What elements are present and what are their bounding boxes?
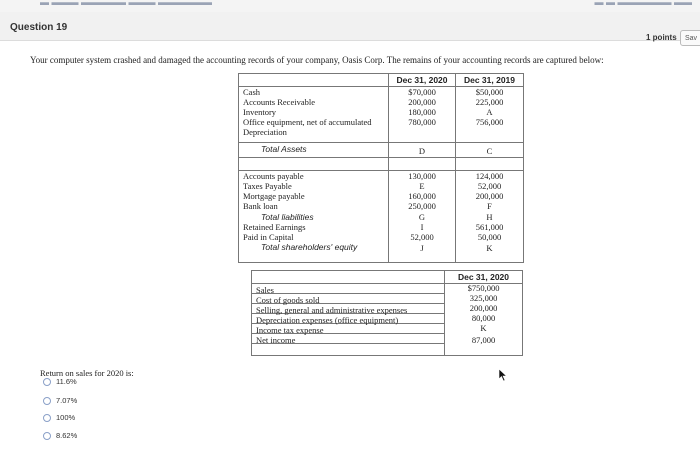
bs-cell: 160,000 [408,191,436,201]
bs-cell: F [487,201,492,211]
answer-option-3[interactable] [43,413,75,422]
bs-cell: 52,000 [477,181,502,191]
bs-cell: 52,000 [410,232,434,242]
mouse-pointer-icon [498,368,508,382]
cropped-question-nav: ▬ ▬ ▬▬▬▬▬▬ ▬▬ [594,0,692,7]
bs-cell: H [486,212,493,222]
bs-cell: 124,000 [475,171,504,181]
question-prompt: Your computer system crashed and damaged the accounting records of your company, Oasis Corp. The remains of your accounting records are captured below: [30,55,604,65]
bs-cell: A [486,107,493,117]
bs-cell: J [420,243,424,253]
bs-cell: 130,000 [408,171,436,181]
bs-row-label: Accounts Receivable [243,97,315,107]
bs-cell: G [418,212,426,222]
bs-row-label: Inventory [243,107,277,117]
is-row-label: Net income [256,335,296,345]
bs-row-label: Retained Earnings [243,222,306,232]
bs-cell: 780,000 [408,117,436,127]
is-cell: $750,000 [467,283,500,293]
is-cell: 87,000 [471,335,496,345]
bs-total-assets-label: Total Assets [261,144,307,154]
option-label: 11.6% [56,377,77,386]
is-cell: 325,000 [469,293,498,303]
income-statement-table [251,270,523,356]
bs-row-label: Taxes Payable [243,181,292,191]
option-label: 100% [56,413,76,422]
is-row-label: Income tax expense [256,325,324,335]
radio-button[interactable] [43,432,51,440]
bs-cell: I [420,222,424,232]
radio-button[interactable] [43,397,51,405]
option-label: 7.07% [56,396,78,405]
bs-cell: $50,000 [475,87,504,97]
answer-option-4[interactable] [43,431,77,440]
bs-row-label: Cash [243,87,260,97]
bs-cell: D [418,146,426,156]
is-cell: 80,000 [471,313,496,323]
bs-cell: 756,000 [475,117,504,127]
bs-cell: 180,000 [408,107,436,117]
is-row-label: Cost of goods sold [256,295,320,305]
is-col-2020: Dec 31, 2020 [457,272,510,282]
option-label: 8.62% [56,431,78,440]
bs-row-label: Paid in Capital [243,232,294,242]
radio-button[interactable] [43,414,51,422]
balance-sheet-table [238,73,524,263]
bs-cell: K [486,243,493,253]
is-cell: K [480,323,487,333]
question-header [0,12,700,41]
bs-row-label: Bank loan [243,201,278,211]
answer-option-1[interactable] [43,377,77,386]
bs-cell: 561,000 [475,222,504,232]
question-text: Return on sales for 2020 is: [40,368,134,378]
bs-cell: C [486,146,493,156]
bs-cell: E [419,181,425,191]
bs-row-label: Accounts payable [243,171,304,181]
bs-cell: $70,000 [408,87,436,97]
is-row-label: Sales [256,285,274,295]
bs-cell: 250,000 [408,201,436,211]
question-title: Question 19 [10,22,68,33]
bs-cell: 200,000 [408,97,436,107]
save-button[interactable]: Sav [680,30,700,46]
radio-button[interactable] [43,378,51,386]
is-cell: 200,000 [469,303,498,313]
bs-row-label-cont: Depreciation [243,127,287,137]
cropped-header-text: ▬ ▬▬▬ ▬▬▬▬▬ ▬▬▬ ▬▬▬▬▬▬ [40,0,213,7]
answer-option-2[interactable] [43,396,77,405]
top-strip [0,0,700,12]
bs-cell: 200,000 [475,191,504,201]
bs-col-2020: Dec 31, 2020 [396,75,448,85]
points-label: 1 points [646,33,677,42]
is-row-label: Depreciation expenses (office equipment) [256,315,399,325]
is-row-label: Selling, general and administrative expenses [256,305,408,315]
bs-cell: 50,000 [477,232,502,242]
bs-row-label: Mortgage payable [243,191,305,201]
bs-cell: 225,000 [475,97,504,107]
bs-total-liabilities-label: Total liabilities [261,212,314,222]
bs-total-equity-label: Total shareholders' equity [261,242,358,252]
bs-col-2019: Dec 31, 2019 [463,75,516,85]
bs-row-label: Office equipment, net of accumulated [243,117,372,127]
